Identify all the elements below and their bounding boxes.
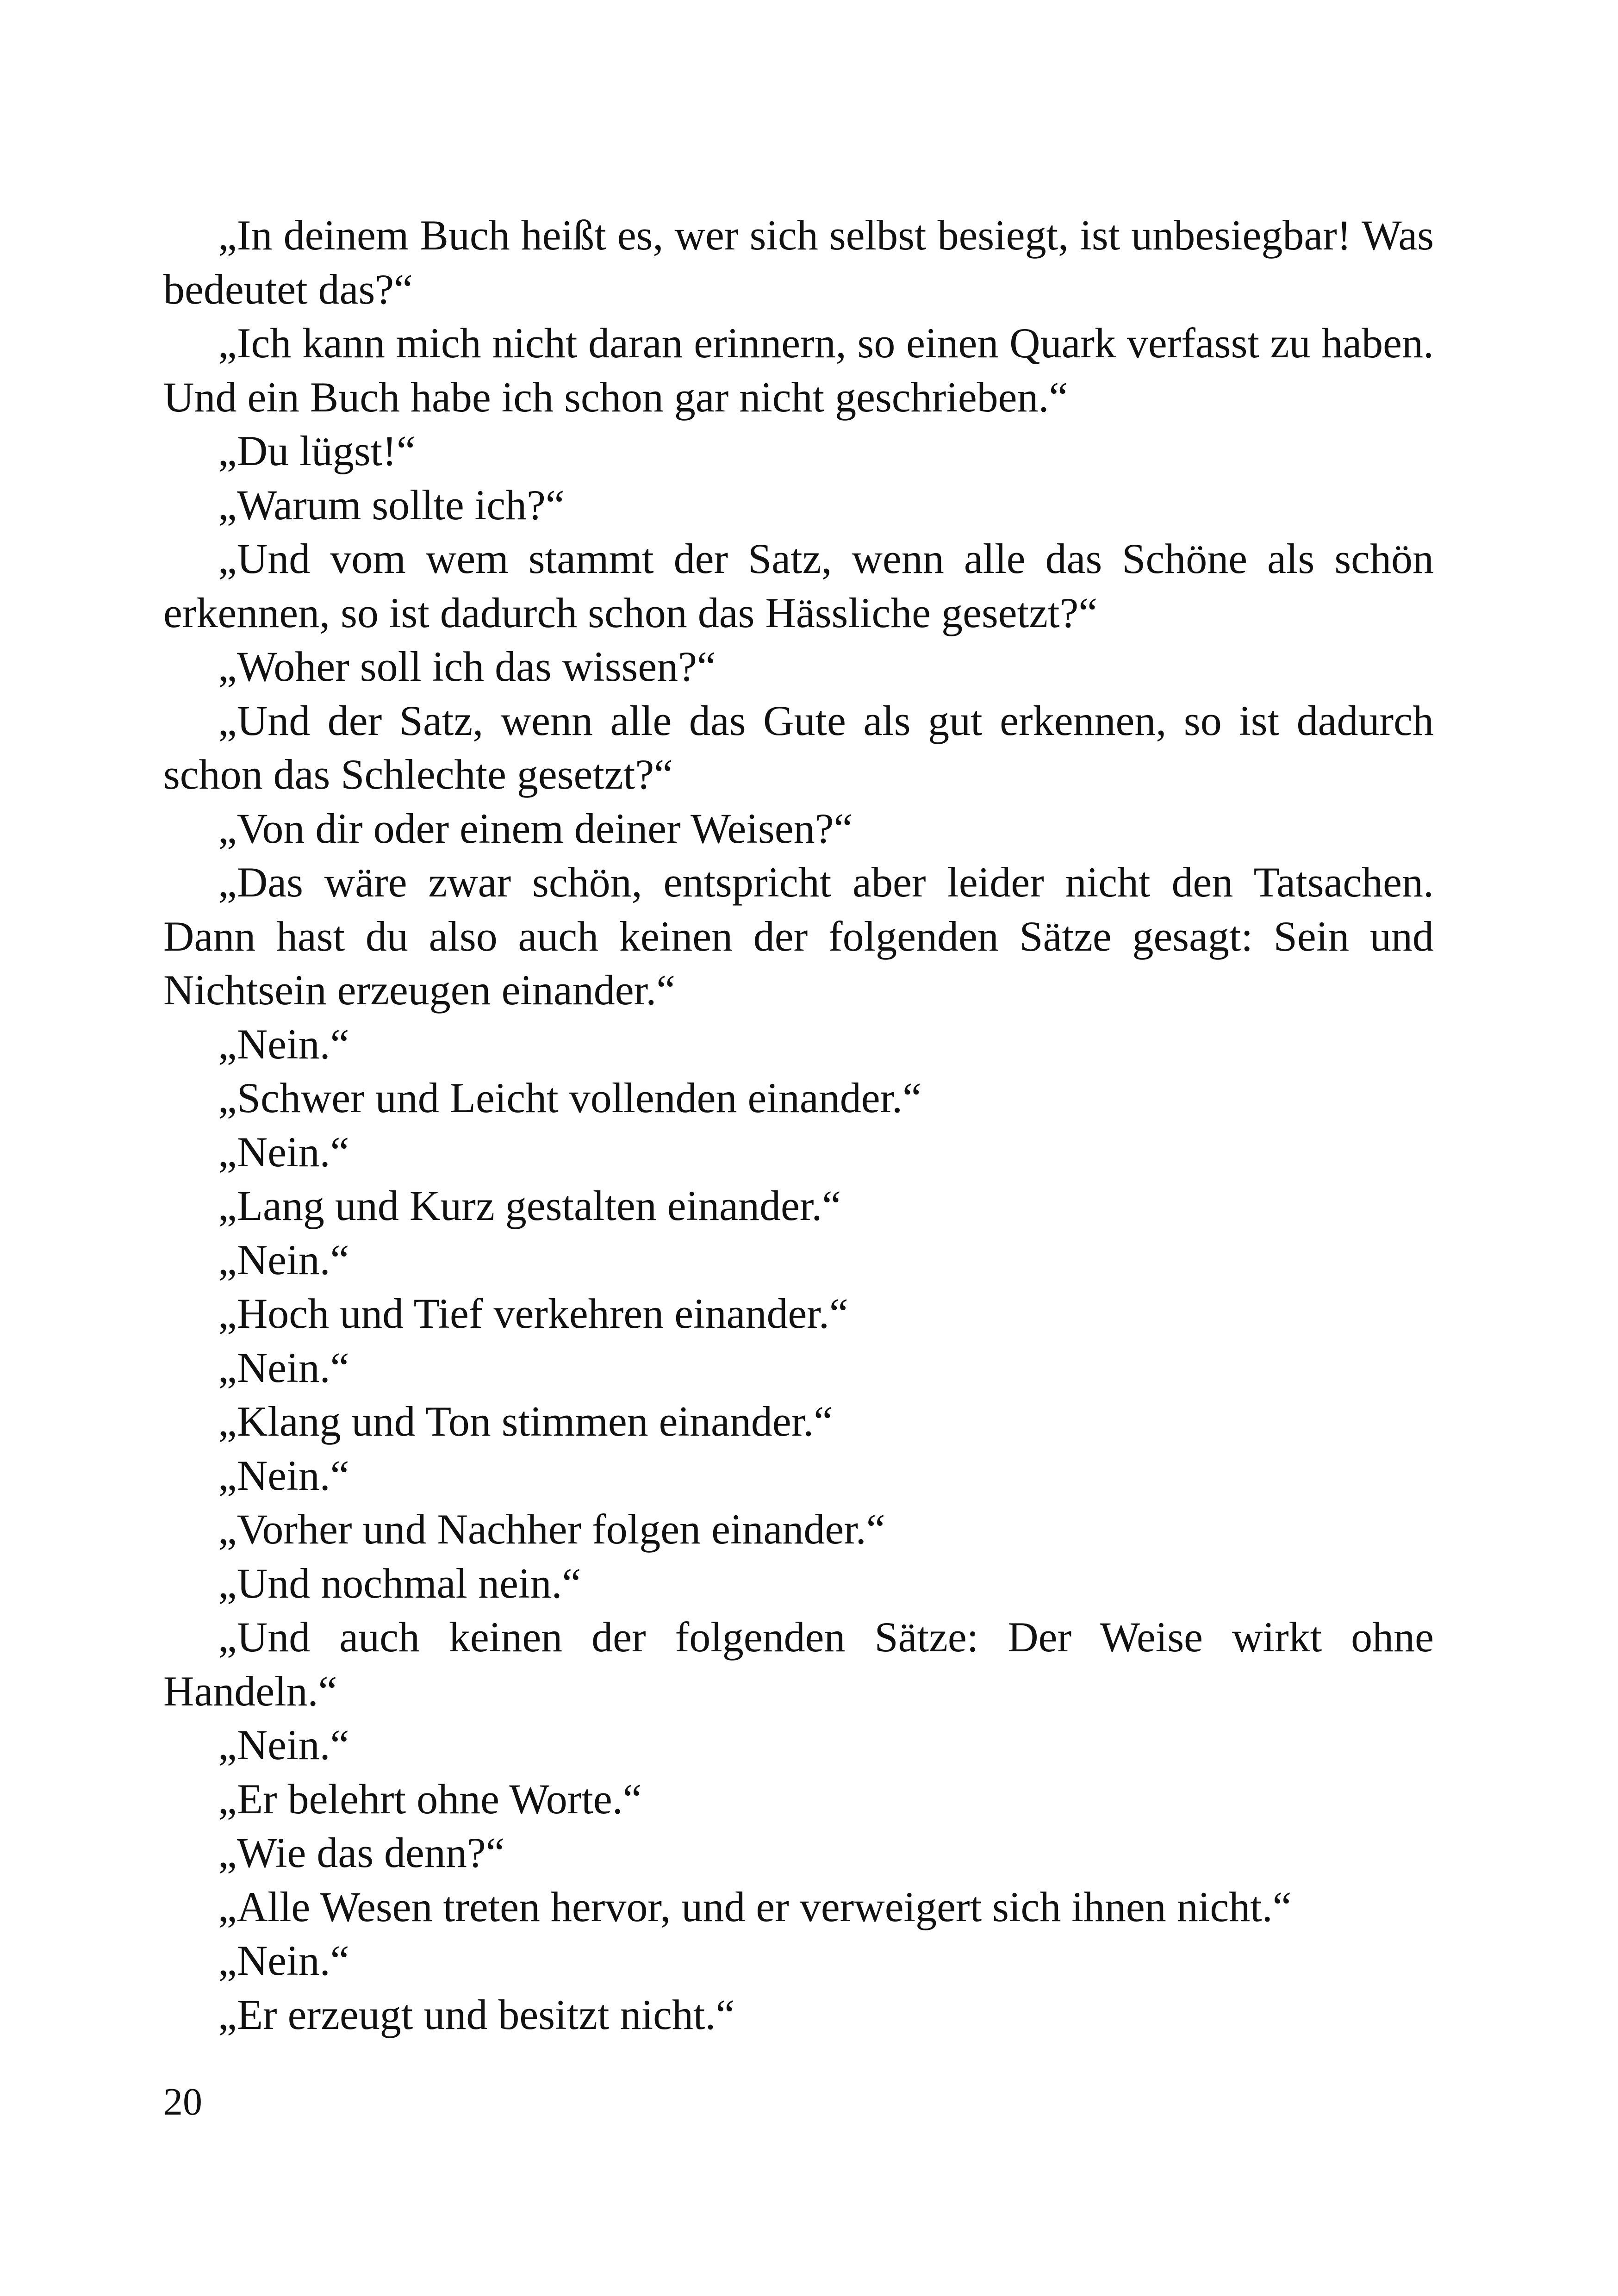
paragraph: „Nein.“ [218, 1937, 349, 1984]
paragraph: „Das wäre zwar schön, entspricht aber leider nicht den Tatsachen. Dann hast du also auch keinen der folgenden Sätze gesagt: Sein und Nichtsein erzeugen einander.“ [163, 859, 1434, 1014]
paragraph: „Hoch und Tief verkehren einander.“ [218, 1290, 848, 1337]
paragraph: „Schwer und Leicht vollenden einander.“ [218, 1074, 921, 1121]
paragraph: „In deinem Buch heißt es, wer sich selbst besiegt, ist unbesiegbar! Was bedeutet das?“ [163, 212, 1434, 313]
paragraph: „Nein.“ [218, 1721, 349, 1768]
paragraph: „Vorher und Nachher folgen einander.“ [218, 1506, 885, 1553]
paragraph: „Er belehrt ohne Worte.“ [218, 1775, 642, 1823]
paragraph: „Alle Wesen treten hervor, und er verweigert sich ihnen nicht.“ [218, 1883, 1292, 1930]
paragraph: „Ich kann mich nicht daran erinnern, so einen Quark verfasst zu haben. Und ein Buch habe ich schon gar nicht geschrieben.“ [163, 319, 1434, 421]
paragraph: „Und nochmal nein.“ [218, 1559, 581, 1607]
paragraph: „Warum sollte ich?“ [218, 481, 565, 529]
paragraph: „Von dir oder einem deiner Weisen?“ [218, 804, 853, 852]
paragraph: „Wie das denn?“ [218, 1829, 505, 1876]
paragraph: „Lang und Kurz gestalten einander.“ [218, 1182, 841, 1229]
paragraph: „Klang und Ton stimmen einander.“ [218, 1398, 833, 1445]
paragraph: „Nein.“ [218, 1236, 349, 1283]
paragraph: „Nein.“ [218, 1344, 349, 1391]
paragraph: „Und auch keinen der folgenden Sätze: Der Weise wirkt ohne Handeln.“ [163, 1613, 1434, 1715]
paragraph: „Woher soll ich das wissen?“ [218, 643, 716, 690]
paragraph: „Nein.“ [218, 1020, 349, 1068]
paragraph: „Er erzeugt und besitzt nicht.“ [218, 1991, 735, 2038]
body-text [163, 208, 1434, 2041]
page-number: 20 [163, 2080, 202, 2123]
paragraph: „Nein.“ [218, 1451, 349, 1499]
paragraph: „Du lügst!“ [218, 427, 416, 474]
paragraph: „Und der Satz, wenn alle das Gute als gut erkennen, so ist dadurch schon das Schlechte gesetzt?“ [163, 697, 1434, 798]
paragraph: „Nein.“ [218, 1128, 349, 1176]
paragraph: „Und vom wem stammt der Satz, wenn alle das Schöne als schön erkennen, so ist dadurch schon das Hässliche gesetzt?“ [163, 535, 1434, 636]
